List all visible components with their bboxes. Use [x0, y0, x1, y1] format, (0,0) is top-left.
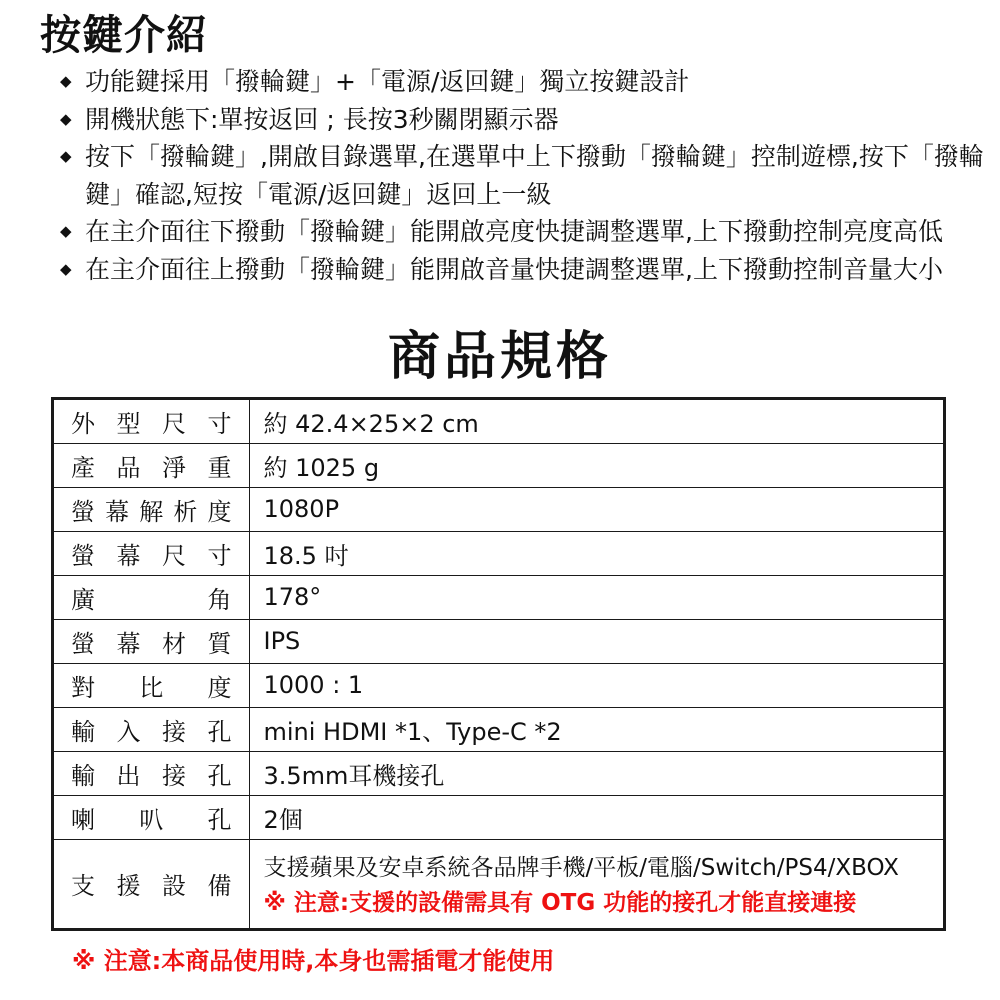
spec-row-dimensions: [53, 399, 944, 443]
spec-row-output-ports: [53, 751, 944, 795]
spec-value: 約 1025 g: [249, 443, 944, 487]
bullet-diamond-icon: ◆: [60, 222, 72, 240]
spec-label: 螢 幕 材 質: [71, 629, 232, 658]
feature-bullet-text: 在主介面往下撥動「撥輪鍵」能開啟亮度快捷調整選單,上下撥動控制亮度高低: [85, 217, 943, 246]
section-title-product-specs: 商品規格: [387, 327, 612, 387]
feature-bullet: [60, 101, 985, 139]
spec-label: 廣 角: [71, 585, 232, 614]
supported-devices-value: [250, 840, 944, 928]
spec-label: 外 型 尺 寸: [71, 409, 232, 438]
spec-label: 喇 叭 孔: [71, 805, 232, 834]
spec-table: [52, 398, 945, 930]
spec-row-screen-size: [53, 531, 944, 575]
spec-row-speakers: [53, 795, 944, 839]
supported-devices-text: 支援蘋果及安卓系統各品牌手機/平板/電腦/Switch/PS4/XBOX: [263, 854, 899, 881]
spec-value: 1000 : 1: [249, 663, 944, 707]
spec-label: 對 比 度: [71, 673, 232, 702]
page-title: 按鍵介紹: [40, 11, 208, 59]
spec-value: IPS: [249, 619, 944, 663]
bullet-diamond-icon: ◆: [60, 109, 72, 128]
spec-row-input-ports: [53, 707, 944, 751]
feature-bullet-text: 按下「撥輪鍵」,開啟目錄選單,在選單中上下撥動「撥輪鍵」控制遊標,按下「撥輪鍵」確認,短按「電源/返回鍵」返回上一級: [85, 142, 984, 209]
spec-value: 約 42.4×25×2 cm: [249, 399, 944, 443]
spec-label: 螢 幕 解 析 度: [71, 497, 232, 526]
spec-row-weight: [53, 443, 944, 487]
spec-value: mini HDMI *1、Type-C *2: [249, 707, 944, 751]
power-warning-note: ※ 注意:本商品使用時,本身也需插電才能使用: [72, 947, 555, 975]
spec-value: 3.5mm耳機接孔: [249, 751, 944, 795]
spec-row-panel-type: [53, 619, 944, 663]
spec-value: 2個: [249, 795, 944, 839]
feature-bullet: [60, 138, 985, 213]
spec-row-contrast: [53, 663, 944, 707]
spec-row-viewing-angle: [53, 575, 944, 619]
feature-bullet-text: 功能鍵採用「撥輪鍵」+「電源/返回鍵」獨立按鍵設計: [85, 67, 690, 96]
spec-value: 18.5 吋: [249, 531, 944, 575]
spec-label: 輸 入 接 孔: [71, 717, 232, 746]
spec-value: 1080P: [249, 487, 944, 531]
spec-label: 支 援 設 備: [71, 872, 232, 900]
spec-row-resolution: [53, 487, 944, 531]
spec-label: 輸 出 接 孔: [71, 761, 232, 790]
spec-value: 178°: [249, 575, 944, 619]
feature-bullet-text: 在主介面往上撥動「撥輪鍵」能開啟音量快捷調整選單,上下撥動控制音量大小: [85, 254, 943, 284]
otg-warning-note: ※ 注意:支援的設備需具有 OTG 功能的接孔才能直接連接: [263, 889, 857, 916]
spec-label: 產 品 淨 重: [71, 453, 232, 482]
spec-row-supported-devices: [53, 839, 944, 929]
spec-label: 螢 幕 尺 寸: [71, 541, 232, 570]
feature-bullet-list: [60, 63, 985, 288]
feature-bullet: [60, 213, 985, 251]
feature-bullet-text: 開機狀態下:單按返回 ; 長按3秒關閉顯示器: [85, 104, 559, 134]
bullet-diamond-icon: ◆: [60, 147, 72, 165]
bullet-diamond-icon: ◆: [60, 259, 72, 278]
feature-bullet: [60, 251, 985, 289]
feature-bullet: [60, 63, 985, 101]
bullet-diamond-icon: ◆: [60, 72, 72, 90]
